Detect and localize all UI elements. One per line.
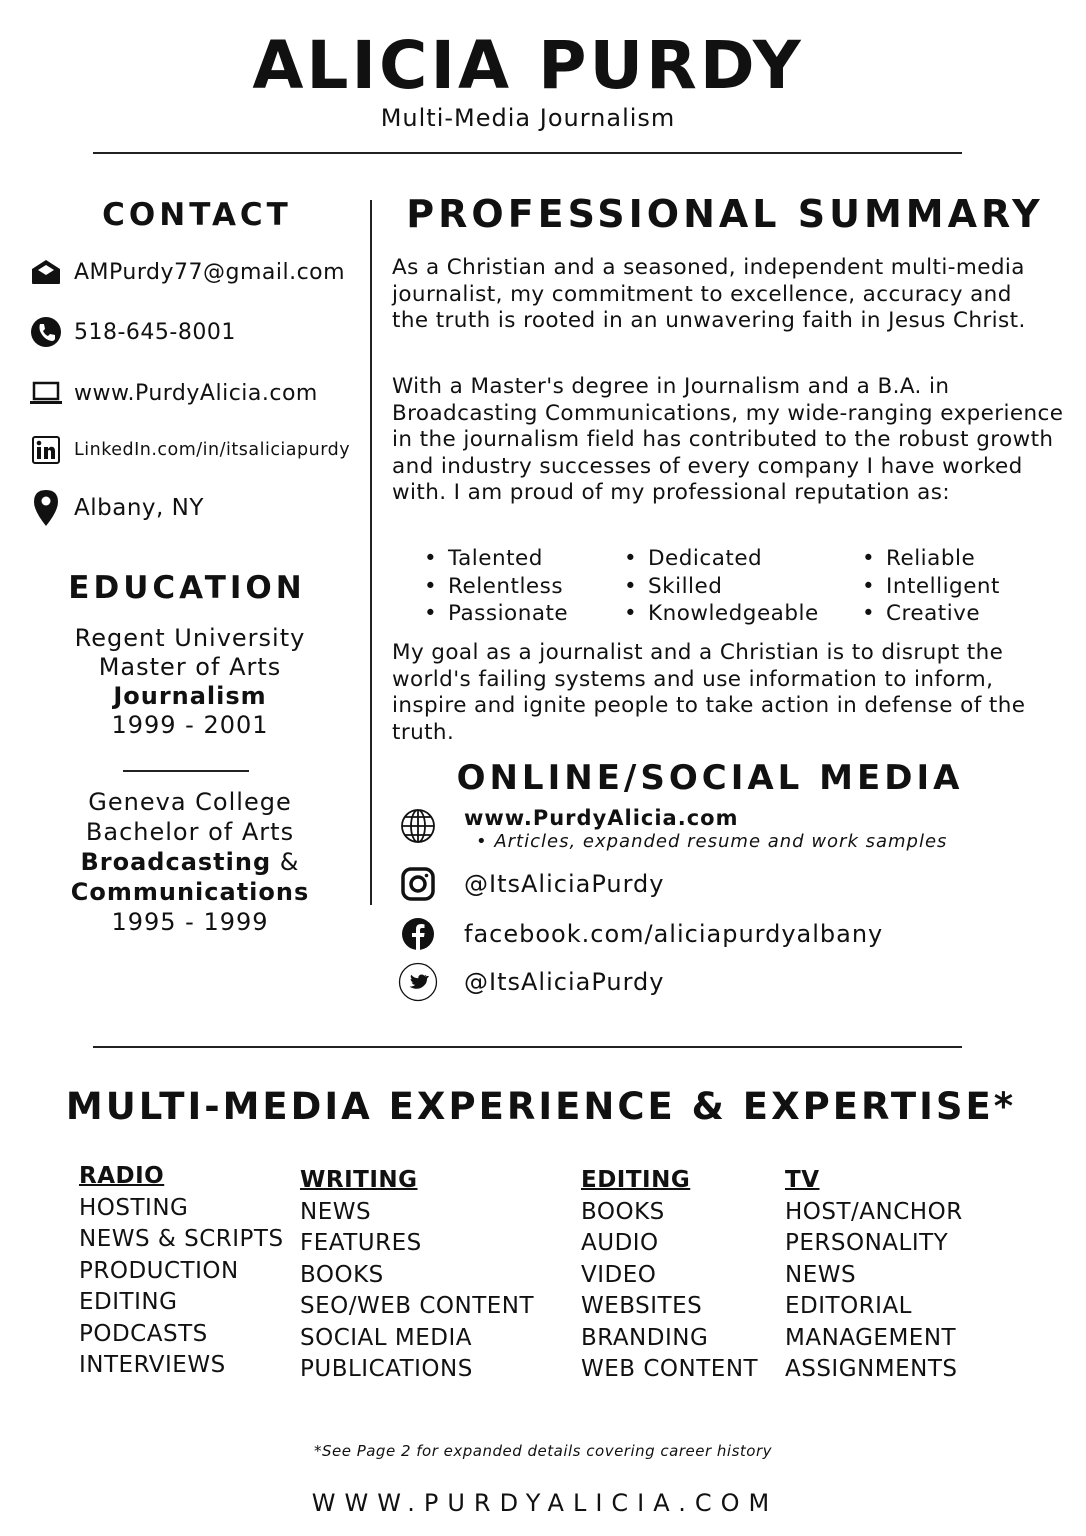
education-entry <box>40 787 340 937</box>
expertise-item: ASSIGNMENTS <box>785 1356 958 1382</box>
education-heading: EDUCATION <box>68 570 306 606</box>
summary-paragraph-2: With a Master's degree in Journalism and a B.A. in Broadcasting Communications, my wide-ranging experience in the journalism field has contributed to the robust growth and industry successes of every company I have worked with. I am proud of my professional reputation as: <box>392 374 1064 505</box>
contact-email[interactable]: AMPurdy77@gmail.com <box>30 252 345 292</box>
location-pin-icon <box>30 492 62 524</box>
education-entry <box>40 624 340 740</box>
field-of-study: Broadcasting <box>80 848 272 876</box>
globe-icon <box>398 806 438 846</box>
expertise-column-title: WRITING <box>300 1167 418 1193</box>
contact-website[interactable]: www.PurdyAlicia.com <box>30 373 318 413</box>
expertise-column-title: EDITING <box>581 1167 691 1193</box>
expertise-item: AUDIO <box>581 1230 659 1256</box>
traits-column: • Dedicated • Skilled • Knowledgeable <box>624 545 819 628</box>
expertise-item: PRODUCTION <box>79 1257 239 1284</box>
expertise-item: WEBSITES <box>581 1293 703 1319</box>
social-twitter[interactable]: @ItsAliciaPurdy <box>398 962 664 1002</box>
expertise-item: EDITORIAL <box>785 1293 912 1319</box>
expertise-item: SOCIAL MEDIA <box>300 1324 473 1351</box>
website-note: • Articles, expanded resume and work samples <box>476 831 948 852</box>
expertise-item: EDITING <box>79 1289 178 1315</box>
expertise-item: INTERVIEWS <box>79 1352 226 1378</box>
website-link[interactable]: www.PurdyAlicia.com <box>464 806 739 830</box>
expertise-item: PUBLICATIONS <box>300 1356 473 1382</box>
expertise-item: HOSTING <box>79 1194 189 1221</box>
expertise-item: HOST/ANCHOR <box>785 1198 963 1225</box>
expertise-column-tv <box>785 1165 963 1386</box>
expertise-item: NEWS <box>300 1198 372 1225</box>
traits-column: • Reliable • Intelligent • Creative <box>862 545 1000 628</box>
instagram-icon <box>398 864 438 904</box>
expertise-item: NEWS & SCRIPTS <box>79 1226 284 1252</box>
traits-column: • Talented • Relentless • Passionate <box>424 545 568 628</box>
expertise-column-radio <box>79 1161 284 1382</box>
contact-heading: CONTACT <box>102 197 292 233</box>
field-of-study-2: Communications <box>70 878 310 906</box>
expertise-item: BOOKS <box>581 1198 665 1225</box>
resume-name: ALICIA PURDY <box>252 27 804 104</box>
linkedin-icon <box>30 434 62 466</box>
school-name: Geneva College <box>88 788 292 816</box>
expertise-divider <box>93 1046 962 1048</box>
laptop-icon <box>30 377 62 409</box>
expertise-item: SEO/WEB CONTENT <box>300 1293 535 1319</box>
facebook-icon <box>398 914 438 954</box>
expertise-item: BRANDING <box>581 1324 709 1351</box>
years: 1995 - 1999 <box>111 908 269 936</box>
field-connector: & <box>271 848 300 876</box>
expertise-heading: MULTI-MEDIA EXPERIENCE & EXPERTISE* <box>65 1085 1017 1128</box>
column-divider <box>370 200 372 905</box>
expertise-item: PERSONALITY <box>785 1230 949 1256</box>
expertise-item: VIDEO <box>581 1261 657 1288</box>
expertise-item: WEB CONTENT <box>581 1356 759 1382</box>
expertise-column-title: RADIO <box>79 1163 165 1189</box>
field-of-study: Journalism <box>113 682 267 710</box>
contact-linkedin[interactable]: LinkedIn.com/in/itsaliciapurdy <box>30 430 350 470</box>
contact-location: Albany, NY <box>30 488 204 528</box>
years: 1999 - 2001 <box>111 711 269 739</box>
envelope-icon <box>30 256 62 288</box>
expertise-column-writing <box>300 1165 534 1386</box>
expertise-item: MANAGEMENT <box>785 1324 957 1351</box>
summary-heading: PROFESSIONAL SUMMARY <box>406 192 1044 236</box>
summary-paragraph-3: My goal as a journalist and a Christian is to disrupt the world's failing systems and use information to inform, inspire and ignite people to take action in defense of the truth. <box>392 640 1026 745</box>
phone-icon <box>30 316 62 348</box>
expertise-item: BOOKS <box>300 1261 384 1288</box>
summary-paragraph-1: As a Christian and a seasoned, independent multi-media journalist, my commitment to excellence, accuracy and the truth is rooted in an unwavering faith in Jesus Christ. <box>392 255 1026 333</box>
degree: Master of Arts <box>98 653 282 681</box>
degree: Bachelor of Arts <box>85 818 295 846</box>
school-name: Regent University <box>74 624 306 652</box>
contact-phone[interactable]: 518-645-8001 <box>30 312 236 352</box>
expertise-column-editing <box>581 1165 758 1386</box>
expertise-item: FEATURES <box>300 1230 422 1256</box>
social-facebook[interactable]: facebook.com/aliciapurdyalbany <box>398 914 883 954</box>
footer-url[interactable]: WWW.PURDYALICIA.COM <box>311 1489 779 1517</box>
social-website[interactable] <box>398 806 948 852</box>
twitter-icon <box>398 962 438 1002</box>
expertise-column-title: TV <box>785 1167 820 1193</box>
social-instagram[interactable]: @ItsAliciaPurdy <box>398 864 664 904</box>
resume-subtitle: Multi-Media Journalism <box>380 104 676 132</box>
expertise-item: NEWS <box>785 1261 857 1288</box>
expertise-item: PODCASTS <box>79 1320 208 1347</box>
footnote: *See Page 2 for expanded details covering career history <box>313 1442 773 1460</box>
top-divider <box>93 152 962 154</box>
education-divider <box>123 770 249 772</box>
social-heading: ONLINE/SOCIAL MEDIA <box>456 758 964 798</box>
